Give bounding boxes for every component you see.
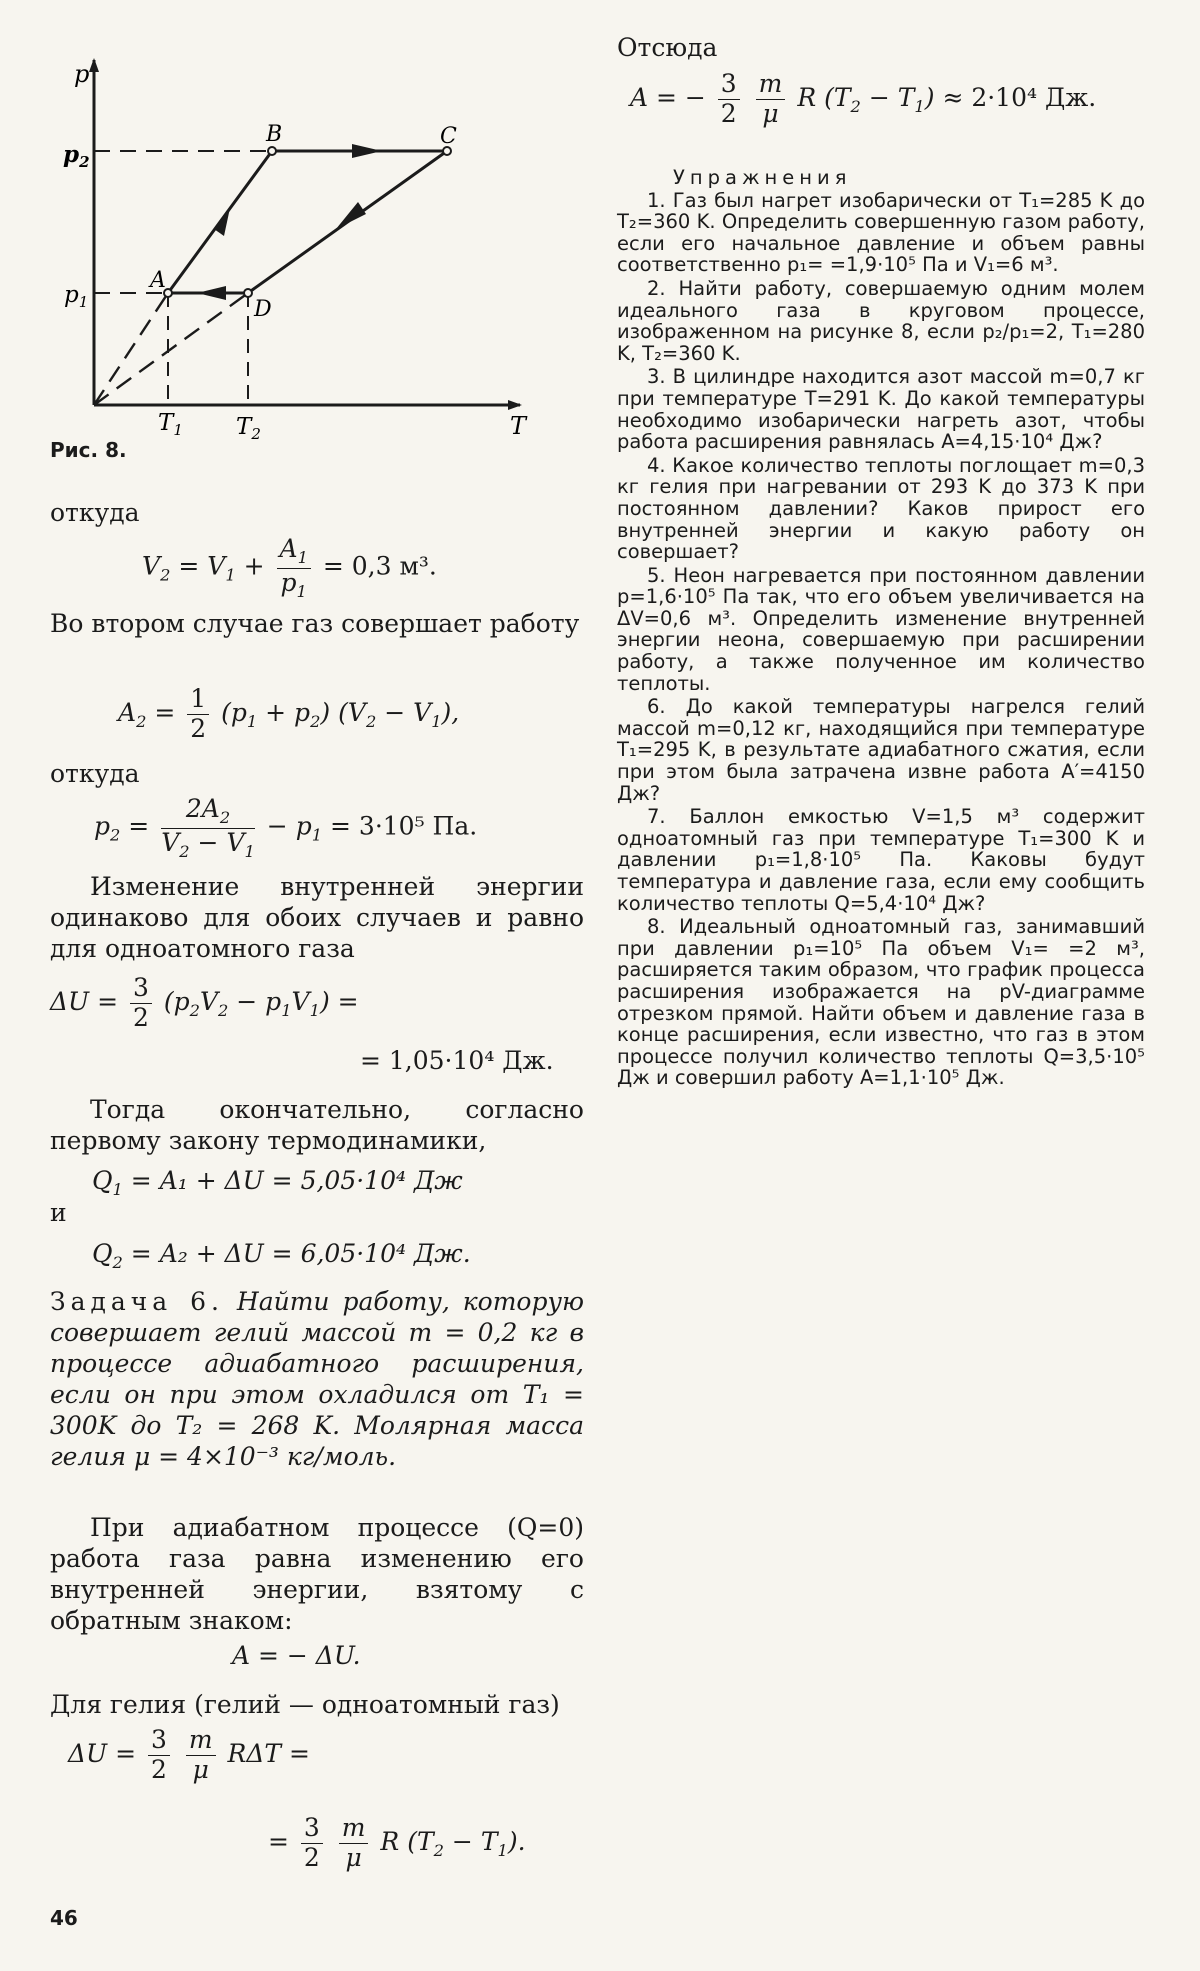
point-d bbox=[244, 289, 252, 297]
q1-value: = A₁ + ΔU = 5,05·10⁴ Дж bbox=[130, 1166, 463, 1195]
formula-du: ΔU = $\frac{3}{2}$ $(p_2V_2 - p_1V_1)$ = bbox=[50, 973, 359, 1032]
word-otkuda-1: откуда bbox=[50, 498, 140, 527]
origin-to-d-dashed bbox=[94, 293, 248, 405]
exercise-3: 3. В цилиндре находится азот массой m=0,7 кг при температуре T=291 K. До какой температуры необходимо изобарически нагреть азот, чтобы работа расширения равнялась A=4,15·10⁴ Дж? bbox=[617, 365, 1145, 454]
exercises-block bbox=[617, 167, 1145, 1091]
word-otkuda-2: откуда bbox=[50, 759, 140, 788]
figure-caption: Рис. 8. bbox=[50, 438, 127, 462]
exercise-2: 2. Найти работу, совершаемую одним молем идеального газа в круговом процессе, изображенном на рисунке 8, если p₂/p₁=2, T₁=280 K, T₂=360 K. bbox=[617, 276, 1145, 365]
page-number: 46 bbox=[50, 1906, 78, 1930]
label-d: D bbox=[254, 297, 272, 322]
tick-p1-label: $p_1$ bbox=[64, 282, 89, 311]
label-c: C bbox=[440, 124, 457, 149]
arrow-bc bbox=[352, 144, 382, 158]
formula-a-eq: A = − ΔU. bbox=[232, 1641, 361, 1670]
tick-t2-label: $T_2$ bbox=[236, 414, 261, 440]
formula-a2: $A_2$ = $\frac{1}{2}$ $(p_1 + p_2) (V_2 - V_1)$, bbox=[118, 684, 460, 743]
exercise-6: 6. До какой температуры нагрелся гелий массой m=0,12 кг, находящийся при температуре T₁=295 K, в результате адиабатного сжатия, если при этом была затрачена извне работа A′=4150 Дж? bbox=[617, 695, 1145, 805]
result-value: ≈ 2·10⁴ Дж. bbox=[942, 82, 1097, 112]
label-b: B bbox=[266, 122, 283, 147]
task-6-label: Задача 6. bbox=[50, 1287, 224, 1316]
paragraph-first-law: Тогда окончательно, согласно первому закону термодинамики, bbox=[50, 1095, 584, 1155]
exercise-1: 1. Газ был нагрет изобарически от T₁=285 K до T₂=360 K. Определить совершенную газом работу, если его начальное давление и объем равны соответственно p₁= =1,9·10⁵ Па и V₁=6 м³. bbox=[617, 188, 1145, 277]
paragraph-helium: Для гелия (гелий — одноатомный газ) bbox=[50, 1690, 560, 1719]
tick-p2-label: $p_2$ bbox=[63, 141, 90, 171]
axis-y-label: p bbox=[74, 60, 90, 88]
paragraph-adiabat: При адиабатном процессе (Q=0) работа газа равна изменению его внутренней энергии, взятому с обратным знаком: bbox=[50, 1513, 584, 1635]
exercise-7: 7. Баллон емкостью V=1,5 м³ содержит одноатомный газ при температуре T₁=300 K и давлении p₁=1,8·10⁵ Па. Каковы будут температура и давление газа, если ему сообщить количество теплоты Q=5,4·10⁴ Дж? bbox=[617, 805, 1145, 915]
point-b bbox=[268, 147, 276, 155]
formula-du-helium-2: = $\frac{3}{2}$ $\frac{m}{\mu}$ R $(T_2 - T_1)$. bbox=[268, 1813, 526, 1872]
exercise-8: 8. Идеальный одноатомный газ, занимавший при давлении p₁=10⁵ Па объем V₁= =2 м³, расширяется таким образом, что график процесса расширения изображается на pV-диаграмме отрезком прямой. Найти объем и давление газа в конце расширения, если известно, что газ в этом процессе получил количество теплоты Q=3,5·10⁵ Дж и совершил работу A=1,1·10⁵ Дж. bbox=[617, 915, 1145, 1090]
tick-t1-label: $T_1$ bbox=[158, 410, 183, 439]
formula-v2: $V_2 = V_1$ + $\frac{A_1}{p_1}$ = 0,3 м³. bbox=[142, 534, 437, 601]
origin-to-a-dashed bbox=[94, 293, 168, 405]
arrow-cd bbox=[336, 202, 366, 229]
word-otsyuda: Отсюда bbox=[617, 33, 718, 62]
task-6 bbox=[50, 1286, 584, 1472]
q2-value: = A₂ + ΔU = 6,05·10⁴ Дж. bbox=[130, 1239, 471, 1268]
formula-result: A = − $\frac{3}{2}$ $\frac{m}{\mu}$ R $(T_2 - T_1) \approx 2\cdot 10^4$ Дж. bbox=[630, 69, 1097, 128]
figure-8-pt-diagram bbox=[40, 40, 540, 440]
formula-q2: $Q_2 = A_2 + \Delta U = 6,05\cdot 10^4$ Дж. bbox=[92, 1239, 471, 1272]
exercises-title: Упражнения bbox=[673, 166, 852, 189]
formula-p2: $p_2$ = $\frac{2A_2}{V_2 - V_1}$ − $p_1 = 3\cdot 10^5$ Па. bbox=[94, 794, 478, 861]
formula-du-helium: ΔU = $\frac{3}{2}$ $\frac{m}{\mu}$ RΔT = bbox=[68, 1725, 310, 1784]
paragraph-energy: Изменение внутренней энергии одинаково для обоих случаев и равно для одноатомного газа bbox=[50, 872, 584, 963]
label-a: A bbox=[150, 268, 166, 293]
exercise-4: 4. Какое количество теплоты поглощает m=0,3 кг гелия при нагревании от 293 K до 373 K при постоянном давлении? Каков прирост его внутренней энергии и какую работу он совершает? bbox=[617, 453, 1145, 564]
axis-x-label: T bbox=[510, 412, 527, 440]
formula-q1: $Q_1 = A_1 + \Delta U = 5,05\cdot 10^4$ Дж bbox=[92, 1166, 463, 1199]
arrow-da bbox=[197, 286, 226, 300]
task-6-text: Найти работу, которую совершает гелий массой m = 0,2 кг в процессе адиабатного расширения, если он при этом охладился от T₁ = 300K до T₂ = 268 K. Молярная масса гелия μ = 4×10⁻³ кг/моль. bbox=[50, 1287, 584, 1471]
du-value: = 1,05·10⁴ Дж. bbox=[360, 1046, 554, 1075]
arrow-ab bbox=[214, 208, 230, 236]
word-and: и bbox=[50, 1198, 67, 1227]
paragraph-case2: Во втором случае газ совершает работу bbox=[50, 609, 580, 638]
exercise-5: 5. Неон нагревается при постоянном давлении p=1,6·10⁵ Па так, что его объем увеличивается на ΔV=0,6 м³. Определить изменение внутренней энергии неона, совершаемую при расширении работу, а также полученное им количество теплоты. bbox=[617, 563, 1145, 695]
